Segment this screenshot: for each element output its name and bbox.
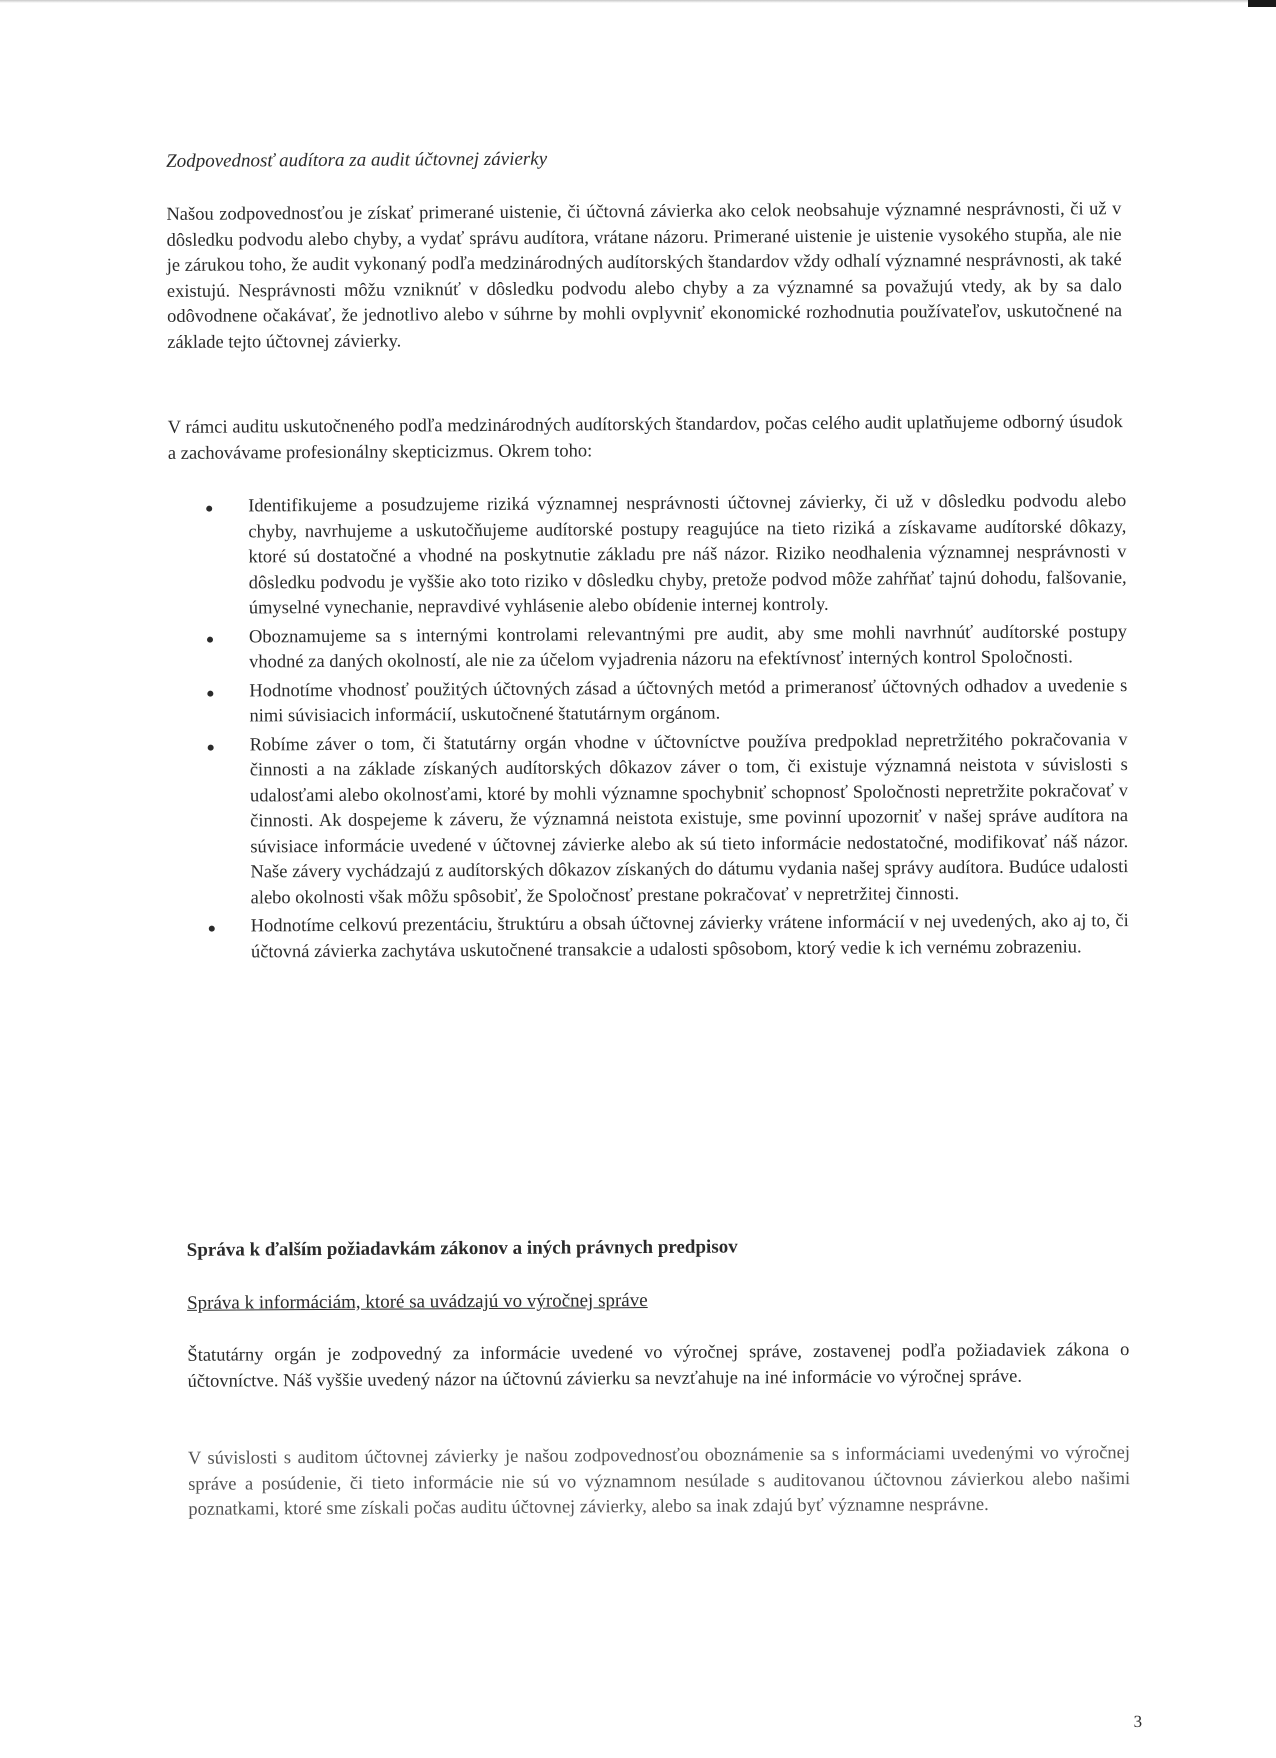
list-item-text: Oboznamujeme sa s internými kontrolami relevantnými pre audit, aby sme mohli navrhnúť audítorské postupy vhodné za daných okolností, ale nie za účelom vyjadrenia názoru na efektívnosť interných kontrol Spoločnosti. bbox=[248, 621, 1128, 673]
list-item-text: Hodnotíme vhodnosť použitých účtovných zásad a účtovných metód a primeranosť účtovných odhadov a uvedenie s nimi súvisiacich informácií, uskutočnené štatutárnym orgánom. bbox=[249, 675, 1128, 727]
document-page bbox=[163, 0, 1143, 1758]
page-number: 3 bbox=[1133, 1711, 1143, 1732]
bullet-icon bbox=[206, 506, 212, 512]
list-item bbox=[168, 728, 1129, 912]
bullet-icon bbox=[208, 744, 214, 750]
bullet-icon bbox=[209, 926, 215, 932]
list-item bbox=[167, 674, 1127, 731]
paragraph-annual-report-review: V súvislosti s auditom účtovnej závierky je našou zodpovednosťou oboznámenie sa s informáciami uvedenými vo výročnej správe a posúdenie, či tieto informácie nie sú vo významnom nesúlade s auditovanou účtovnou závierkou alebo našimi poznatkami, ktoré sme získali počas auditu účtovnej závierky, alebo sa inak zdajú byť významne nesprávne. bbox=[187, 1443, 1131, 1520]
section-title-auditor-responsibility: Zodpovednosť audítora za audit účtovnej závierky bbox=[166, 148, 548, 172]
paragraph-professional-judgment: V rámci auditu uskutočneného podľa medzinárodných audítorských štandardov, počas celého audit uplatňujeme odborný úsudok a zachovávame profesionálny skepticizmus. Okrem toho: bbox=[167, 412, 1123, 464]
list-item bbox=[167, 620, 1127, 677]
list-item-text: Hodnotíme celkovú prezentáciu, štruktúru a obsah účtovnej závierky vrátene informácií v nej uvedených, ako aj to, či účtovná závierka zachytáva uskutočnené transakcie a udalosti spôsobom, ktorý vedie k ich vernému zobrazeniu. bbox=[250, 911, 1129, 962]
paragraph-reasonable-assurance: Našou zodpovednosťou je získať primerané uistenie, či účtovná závierka ako celok neobsahuje významné nesprávnosti, či už v dôsledku podvodu alebo chyby, a vydať správu audítora, vrátane názoru. Primerané uistenie je uistenie vysokého stupňa, ale nie je zárukou toho, že audit vykonaný podľa medzinárodných audítorských štandardov vždy odhalí významné nesprávnosti, ak také existujú. Nesprávnosti môžu vzniknúť v dôsledku podvodu alebo chyby a za významné sa považujú vtedy, ak by sa dalo odôvodnene očakávať, že jednotlivo alebo v súhrne by mohli ovplyvniť ekonomické rozhodnutia používateľov, uskutočnené na základe tejto účtovnej závierky. bbox=[166, 199, 1123, 353]
paragraph-statutory-body: Štatutárny orgán je zodpovedný za informácie uvedené vo výročnej správe, zostavenej podľa požiadaviek zákona o účtovníctve. Náš vyššie uvedený názor na účtovnú závierku sa nevzťahuje na iné informácie vo výročnej správe. bbox=[187, 1340, 1130, 1392]
audit-procedures-list bbox=[166, 489, 1129, 969]
bullet-icon bbox=[207, 636, 213, 642]
list-item bbox=[166, 489, 1127, 622]
list-item-text: Identifikujeme a posudzujeme riziká významnej nesprávnosti účtovnej závierky, či už v dôsledku podvodu alebo chyby, navrhujeme a uskutočňujeme audítorské postupy reagujúce na tieto riziká a získavame audítorské dôkazy, ktoré sú dostatočné a vhodné na poskytnutie základu pre náš názor. Riziko neodhalenia významnej nesprávnosti v dôsledku podvodu je vyššie ako toto riziko v dôsledku chyby, pretože podvod môže zahŕňať tajnú dohodu, falšovanie, úmyselné vynechanie, nepravdivé vyhlásenie alebo obídenie internej kontroly. bbox=[248, 491, 1127, 619]
bullet-icon bbox=[207, 690, 213, 696]
section-title-other-requirements: Správa k ďalším požiadavkám zákonov a iných právnych predpisov bbox=[186, 1236, 738, 1261]
subsection-title-annual-report: Správa k informáciám, ktoré sa uvádzajú vo výročnej správe bbox=[187, 1290, 648, 1314]
list-item-text: Robíme záver o tom, či štatutárny orgán vhodne v účtovníctve používa predpoklad nepretržitého pokračovania v činnosti a na základe získaných audítorských dôkazov záver o tom, či existuje významná neistota v súvislosti s udalosťami alebo okolnosťami, ktoré by mohli významne spochybniť schopnosť Spoločnosti nepretržite pokračovať v činnosti. Ak dospejeme k záveru, že významná neistota existuje, sme povinní upozorniť v našej správe audítora na súvisiace informácie uvedené v účtovnej závierke alebo ak sú tieto informácie nedostatočné, modifikovať náš názor. Naše závery vychádzajú z audítorských dôkazov získaných do dátumu vydania našej správy audítora. Budúce udalosti alebo okolnosti však môžu spôsobiť, že Spoločnosť prestane pokračovať v nepretržitej činnosti. bbox=[249, 729, 1129, 908]
list-item bbox=[169, 909, 1129, 966]
scan-corner-mark bbox=[1248, 0, 1276, 7]
